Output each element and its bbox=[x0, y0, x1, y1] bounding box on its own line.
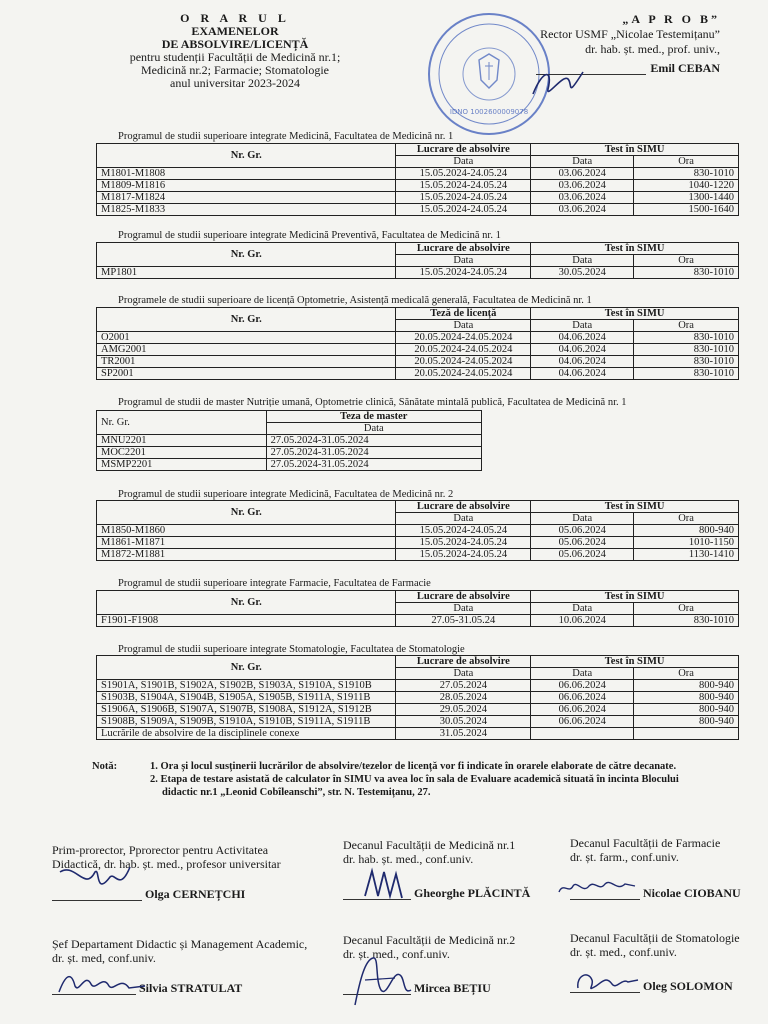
table-row: O2001 20.05.2024-24.05.2024 04.06.2024 830-1010 bbox=[97, 332, 739, 344]
th-date: Data bbox=[396, 320, 531, 332]
table-row: S1908B, S1909A, S1909B, S1910A, S1910B, S1911A, S1911B 30.05.2024 06.06.2024 800-940 bbox=[97, 716, 739, 728]
th-date: Data bbox=[531, 513, 634, 525]
th-work: Lucrare de absolvire bbox=[396, 501, 531, 513]
table-row: Lucrările de absolvire de la disciplinele conexe 31.05.2024 bbox=[97, 728, 739, 740]
notes-label: Notă: bbox=[92, 761, 118, 772]
table-medicina-fm2 bbox=[96, 500, 739, 561]
th-date: Data bbox=[396, 156, 531, 168]
signature-stratulat bbox=[55, 966, 150, 998]
th-date: Data bbox=[531, 255, 634, 267]
th-hour: Ora bbox=[634, 668, 739, 680]
th-group: Nr. Gr. bbox=[97, 501, 396, 525]
th-date: Data bbox=[396, 255, 531, 267]
name-stratulat: Silvia STRATULAT bbox=[139, 981, 243, 995]
th-group: Nr. Gr. bbox=[97, 591, 396, 615]
section-4-title: Programul de studii de master Nutriție umană, Optometrie clinică, Sănătate mintală publică, Facultatea de Medicină nr. 1 bbox=[118, 397, 627, 408]
document-header bbox=[70, 12, 400, 90]
th-test: Test în SIMU bbox=[531, 144, 739, 156]
th-group: Nr. Gr. bbox=[97, 411, 267, 435]
table-stomatologie bbox=[96, 655, 739, 740]
th-test: Test în SIMU bbox=[531, 656, 739, 668]
th-date: Data bbox=[396, 668, 531, 680]
th-hour: Ora bbox=[634, 320, 739, 332]
table-row: TR2001 20.05.2024-24.05.2024 04.06.2024 830-1010 bbox=[97, 356, 739, 368]
table-row: SP2001 20.05.2024-24.05.2024 04.06.2024 830-1010 bbox=[97, 368, 739, 380]
section-3-title: Programele de studii superioare de licență Optometrie, Asistență medicală generală, Facultatea de Medicină nr. 1 bbox=[118, 295, 592, 306]
signature-cernetchi bbox=[55, 862, 135, 902]
th-work: Teză de licență bbox=[396, 308, 531, 320]
th-hour: Ora bbox=[634, 603, 739, 615]
signatory-placinta: Decanul Facultății de Medicină nr.1 dr. hab. șt. med., conf.univ. Gheorghe PLĂCINTĂ bbox=[343, 838, 531, 900]
th-group: Nr. Gr. bbox=[97, 144, 396, 168]
signature-ciobanu bbox=[555, 874, 640, 900]
table-medicina-preventiva bbox=[96, 242, 739, 279]
approval-block bbox=[460, 12, 720, 76]
th-work: Teza de master bbox=[266, 411, 481, 423]
signature-placinta bbox=[360, 866, 410, 902]
th-group: Nr. Gr. bbox=[97, 308, 396, 332]
doc-title-line1: O R A R U L bbox=[180, 11, 290, 25]
doc-title-line3: DE ABSOLVIRE/LICENȚĂ bbox=[161, 37, 309, 51]
doc-subtitle-line2: Medicină nr.2; Farmacie; Stomatologie bbox=[141, 63, 329, 77]
name-solomon: Oleg SOLOMON bbox=[643, 979, 733, 993]
table-row: MP1801 15.05.2024-24.05.24 30.05.2024 830-1010 bbox=[97, 267, 739, 279]
th-date: Data bbox=[396, 603, 531, 615]
th-work: Lucrare de absolvire bbox=[396, 656, 531, 668]
th-work: Lucrare de absolvire bbox=[396, 243, 531, 255]
table-row: M1801-M1808 15.05.2024-24.05.24 03.06.2024 830-1010 bbox=[97, 168, 739, 180]
table-row: M1872-M1881 15.05.2024-24.05.24 05.06.2024 1130-1410 bbox=[97, 549, 739, 561]
th-date: Data bbox=[531, 668, 634, 680]
signatory-betiu: Decanul Facultății de Medicină nr.2 dr. șt. med., conf.univ. Mircea BEȚIU bbox=[343, 933, 516, 995]
th-test: Test în SIMU bbox=[531, 591, 739, 603]
name-cernetchi: Olga CERNEȚCHI bbox=[145, 887, 246, 901]
th-hour: Ora bbox=[634, 255, 739, 267]
th-work: Lucrare de absolvire bbox=[396, 144, 531, 156]
section-6-title: Programul de studii superioare integrate Farmacie, Facultatea de Farmacie bbox=[118, 578, 431, 589]
signatory-ciobanu: Decanul Facultății de Farmacie dr. șt. farm., conf.univ. Nicolae CIOBANU bbox=[570, 836, 741, 900]
table-row: M1809-M1816 15.05.2024-24.05.24 03.06.2024 1040-1220 bbox=[97, 180, 739, 192]
name-placinta: Gheorghe PLĂCINTĂ bbox=[414, 886, 531, 900]
section-5-title: Programul de studii superioare integrate Medicină, Facultatea de Medicină nr. 2 bbox=[118, 489, 454, 500]
rector-signature bbox=[528, 64, 588, 104]
table-row: M1825-M1833 15.05.2024-24.05.24 03.06.2024 1500-1640 bbox=[97, 204, 739, 216]
th-hour: Ora bbox=[634, 513, 739, 525]
th-hour: Ora bbox=[634, 156, 739, 168]
table-row: F1901-F1908 27.05-31.05.24 10.06.2024 830-1010 bbox=[97, 615, 739, 627]
table-row: M1861-M1871 15.05.2024-24.05.24 05.06.2024 1010-1150 bbox=[97, 537, 739, 549]
table-row: S1901A, S1901B, S1902A, S1902B, S1903A, S1910A, S1910B 27.05.2024 06.06.2024 800-940 bbox=[97, 680, 739, 692]
th-test: Test în SIMU bbox=[531, 501, 739, 513]
doc-subtitle-line3: anul universitar 2023-2024 bbox=[170, 76, 300, 90]
name-betiu: Mircea BEȚIU bbox=[414, 981, 491, 995]
doc-subtitle-line1: pentru studenții Facultății de Medicină nr.1; bbox=[129, 50, 341, 64]
signatory-stratulat: Șef Departament Didactic și Management Academic, dr. șt. med, conf.univ. Silvia STRATULAT bbox=[52, 937, 308, 995]
signatory-solomon: Decanul Facultății de Stomatologie dr. șt. med., conf.univ. Oleg SOLOMON bbox=[570, 931, 740, 993]
table-row: M1850-M1860 15.05.2024-24.05.24 05.06.2024 800-940 bbox=[97, 525, 739, 537]
table-row: AMG2001 20.05.2024-24.05.2024 04.06.2024 830-1010 bbox=[97, 344, 739, 356]
table-row: MOC2201 27.05.2024-31.05.2024 bbox=[97, 447, 482, 459]
table-medicina-fm1 bbox=[96, 143, 739, 216]
table-row: MSMP2201 27.05.2024-31.05.2024 bbox=[97, 459, 482, 471]
signature-solomon bbox=[572, 966, 642, 996]
th-group: Nr. Gr. bbox=[97, 243, 396, 267]
th-test: Test în SIMU bbox=[531, 243, 739, 255]
th-group: Nr. Gr. bbox=[97, 656, 396, 680]
rector-name: Emil CEBAN bbox=[650, 61, 720, 75]
th-work: Lucrare de absolvire bbox=[396, 591, 531, 603]
seal-idno: IDNO 1002600009078 bbox=[449, 108, 529, 116]
table-row: M1817-M1824 15.05.2024-24.05.24 03.06.2024 1300-1440 bbox=[97, 192, 739, 204]
th-date: Data bbox=[531, 603, 634, 615]
approval-line2: dr. hab. șt. med., prof. univ., bbox=[585, 42, 720, 56]
section-1-title: Programul de studii superioare integrate Medicină, Facultatea de Medicină nr. 1 bbox=[118, 131, 454, 142]
th-date: Data bbox=[396, 513, 531, 525]
note-2: 2. Etapa de testare asistată de calculator în SIMU va avea loc în sala de Evaluare academică situată în incinta Blocului didactic nr.1 „Leonid Cobîleanschi”, str. N. Testemițanu, 27. bbox=[150, 774, 679, 798]
table-licenta-fm1 bbox=[96, 307, 739, 380]
name-ciobanu: Nicolae CIOBANU bbox=[643, 886, 741, 900]
doc-title-line2: EXAMENELOR bbox=[191, 24, 279, 38]
th-date: Data bbox=[531, 320, 634, 332]
approval-line1: Rector USMF „Nicolae Testemițanu” bbox=[540, 27, 720, 41]
approval-word: „A P R O B” bbox=[622, 12, 720, 26]
section-7-title: Programul de studii superioare integrate Stomatologie, Facultatea de Stomatologie bbox=[118, 644, 465, 655]
signature-betiu bbox=[345, 950, 415, 1010]
th-test: Test în SIMU bbox=[531, 308, 739, 320]
th-date: Data bbox=[531, 156, 634, 168]
table-farmacie bbox=[96, 590, 739, 627]
table-row: S1903B, S1904A, S1904B, S1905A, S1905B, S1911A, S1911B 28.05.2024 06.06.2024 800-940 bbox=[97, 692, 739, 704]
section-2-title: Programul de studii superioare integrate Medicină Preventivă, Facultatea de Medicină nr. 1 bbox=[118, 230, 501, 241]
th-date: Data bbox=[266, 423, 481, 435]
table-master-fm1 bbox=[96, 410, 482, 471]
table-row: S1906A, S1906B, S1907A, S1907B, S1908A, S1912A, S1912B 29.05.2024 06.06.2024 800-940 bbox=[97, 704, 739, 716]
signatory-cernetchi: Prim-prorector, Pprorector pentru Activitatea Didactică, dr. hab. șt. med., profesor universitar Olga CERNEȚCHI bbox=[52, 843, 281, 901]
note-1: 1. Ora și locul susținerii lucrărilor de absolvire/tezelor de licență vor fi indicate în orarele elaborate de către decanate. bbox=[150, 761, 677, 772]
table-row: MNU2201 27.05.2024-31.05.2024 bbox=[97, 435, 482, 447]
